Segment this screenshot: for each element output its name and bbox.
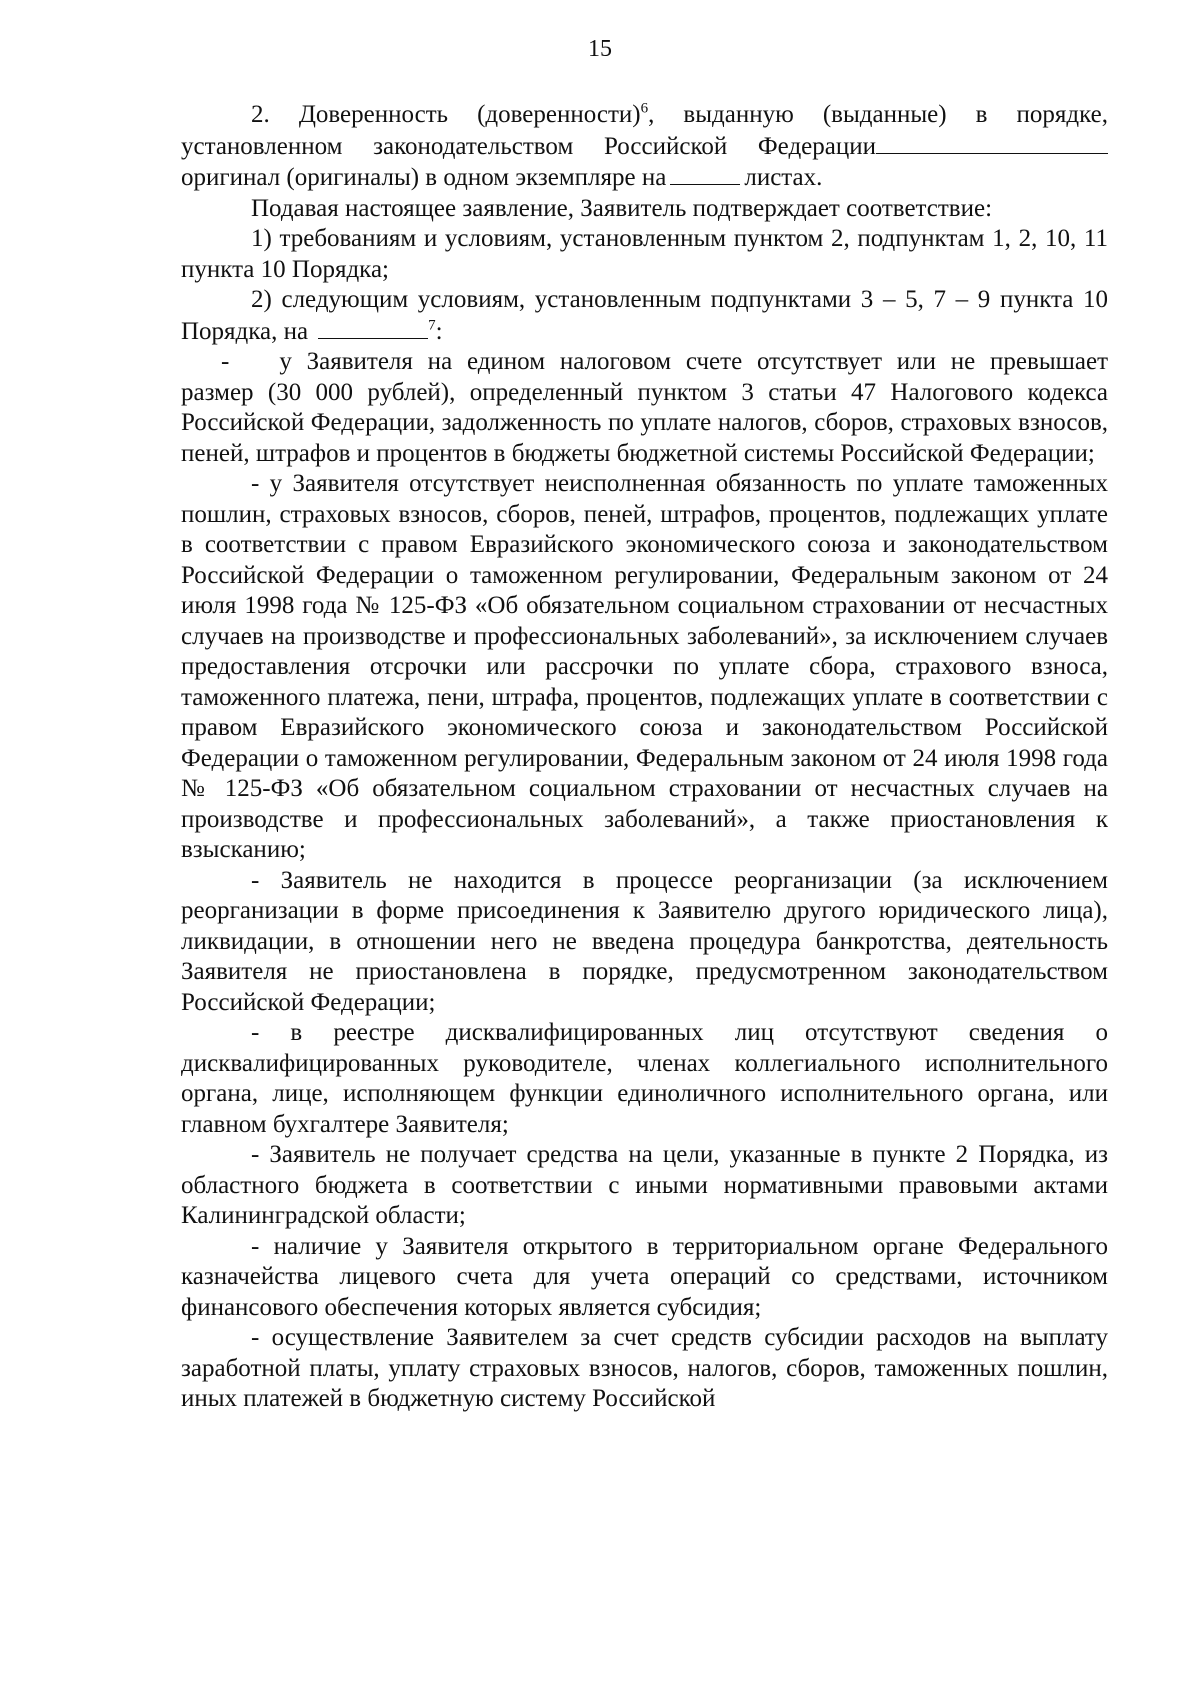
page-number: 15 [588,36,612,62]
blank-line [318,316,428,339]
paragraph-text: оригинал (оригиналы) в одном экземпляре на [181,164,667,191]
blank-line [876,131,1108,154]
paragraph-text: 2. Доверенность (доверенности) [251,101,641,128]
blank-line [670,162,740,185]
document-body [181,100,1108,1415]
paragraph-compliance-intro: Подавая настоящее заявление, Заявитель подтверждает соответствие: [251,194,993,222]
footnote-marker: 7 [428,317,436,334]
list-item-subsidy-expenses: - осуществление Заявителем за счет средств субсидии расходов на выплату заработной платы, уплату страховых взносов, налогов, сборов, таможенных пошлин, иных платежей в бюджетную систему Российской [181,1324,1108,1412]
paragraph-power-of-attorney [181,100,1108,194]
paragraph-text: 2) следующим условиям, установленным подпунктами 3 – 5, 7 – 9 пункта 10 Порядка, на [181,286,1108,345]
footnote-marker: 6 [640,100,649,117]
paragraph-text: листах. [744,164,823,191]
paragraph-text: , выданную (выданные) в порядке, установленном законодательством Российской Федерации [181,101,1108,160]
list-item-reorganization: - Заявитель не находится в процессе реорганизации (за исключением реорганизации в форме присоединения к Заявителю другого юридического лица), ликвидации, в отношении него не введена процедура банкротства, деятельность Заявителя не приостановлена в порядке, предусмотренном законодательством Российской Федерации; [181,866,1108,1016]
list-item-no-other-funds: - Заявитель не получает средства на цели, указанные в пункте 2 Порядка, из областного бюджета в соответствии с иными нормативными правовыми актами Калининградской области; [181,1141,1108,1229]
list-item-treasury-account: - наличие у Заявителя открытого в территориальном органе Федерального казначейства лицевого счета для учета операций со средствами, источником финансового обеспечения которых является субсидия; [181,1232,1108,1321]
paragraph-item-1: 1) требованиям и условиям, установленным пунктом 2, подпунктам 1, 2, 10, 11 пункта 10 Порядка; [181,225,1108,283]
list-item-disqualified-persons: - в реестре дисквалифицированных лиц отсутствуют сведения о дисквалифицированных руководителе, членах коллегиального исполнительного органа, лице, исполняющем функции единоличного исполнительного органа, или главном бухгалтере Заявителя; [181,1019,1108,1138]
paragraph-text: : [435,317,443,345]
list-item-customs-obligations: - у Заявителя отсутствует неисполненная обязанность по уплате таможенных пошлин, страховых взносов, сборов, пеней, штрафов, процентов, подлежащих уплате в соответствии с правом Евразийского экономического союза и законодательством Российской Федерации о таможенном регулировании, Федеральным законом от 24 июля 1998 года № 125-ФЗ «Об обязательном социальном страховании от несчастных случаев на производстве и профессиональных заболеваний», за исключением случаев предоставления отсрочки или рассрочки по уплате сбора, страхового взноса, таможенного платежа, пени, штрафа, процентов, подлежащих уплате в соответствии с правом Евразийского экономического союза и законодательством Российской Федерации о таможенном регулировании, Федеральным законом от 24 июля 1998 года № 125-ФЗ «Об обязательном социальном страховании от несчастных случаев на производстве и профессиональных заболеваний», а также приостановления к взысканию; [181,470,1108,863]
list-item-tax-debt: - у Заявителя на едином налоговом счете отсутствует или не превышает размер (30 000 рублей), определенный пунктом 3 статьи 47 Налогового кодекса Российской Федерации, задолженность по уплате налогов, сборов, страховых взносов, пеней, штрафов и процентов в бюджеты бюджетной системы Российской Федерации; [181,348,1108,467]
paragraph-item-2 [181,285,1108,347]
